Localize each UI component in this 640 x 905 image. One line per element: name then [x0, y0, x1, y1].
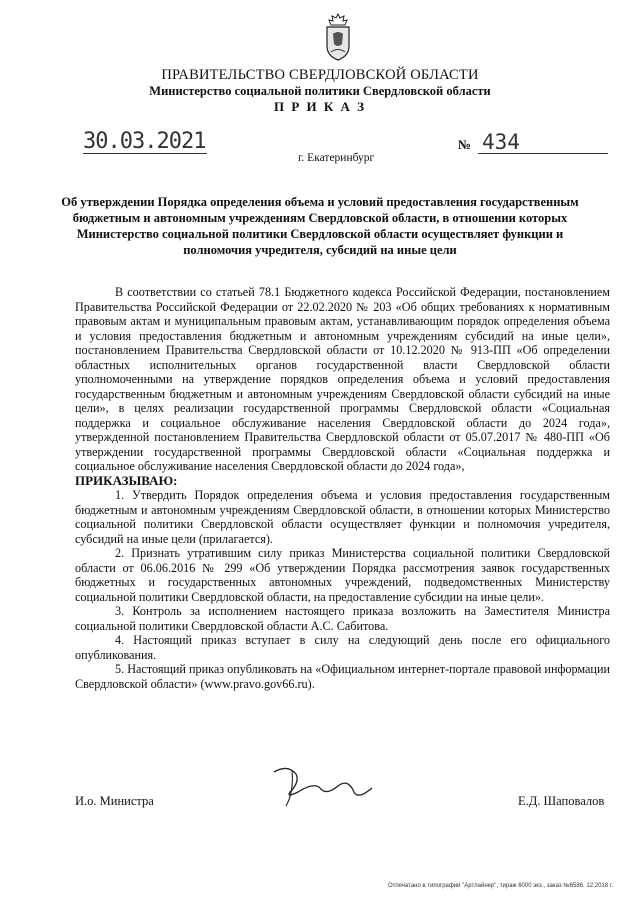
preamble: В соответствии со статьей 78.1 Бюджетного кодекса Российской Федерации, постановлением Правительства Российской Федерации от 22.02.2020 № 203 «Об общих требованиях к нормативным правовым актам и муниципальным правовым актам, устанавливающим порядок определения объема и условия предоставления бюджетным и автономным учреждениям субсидий на иные цели», постановлением Правительства Свердловской области от 10.12.2020 № 913-ПП «Об определении областных исполнительных органов государственной власти Свердловской области уполномоченными на утверждение порядков определения объема и условий предоставления государственным бюджетным и автономным учреждениям Свердловской области субсидий на иные цели», в целях реализации государственной программы Свердловской области «Социальная поддержка и социальное обслуживание населения Свердловской области до 2024 года», утвержденной постановлением Правительства Свердловской области от 05.07.2017 № 480-ПП «Об утверждении государственной программы Свердловской области «Социальная поддержка и социальное обслуживание населения Свердловской области до 2024 года», [75, 285, 610, 473]
order-item-4: 4. Настоящий приказ вступает в силу на следующий день после его официального опубликования. [75, 633, 610, 662]
city: г. Екатеринбург [298, 152, 375, 164]
order-date: 30.03.2021 [83, 129, 206, 154]
order-item-5: 5. Настоящий приказ опубликовать на «Официальном интернет-портале правовой информации Свердловской области» (www.pravo.gov66.ru). [75, 662, 610, 691]
signature-icon [268, 762, 378, 812]
order-number: 434 [478, 131, 608, 154]
order-number-label: № [458, 137, 472, 152]
coat-of-arms-icon [323, 12, 353, 62]
document-type: П Р И К А З [273, 99, 367, 114]
document-body [75, 285, 610, 691]
order-item-3: 3. Контроль за исполнением настоящего приказа возложить на Заместителя Министра социальной политики Свердловской области А.С. Сабитова. [75, 604, 610, 633]
order-item-1: 1. Утвердить Порядок определения объема и условия предоставления государственным бюджетным и автономным учреждениям Свердловской области, в отношении которых Министерство социальной политики Свердловской области осуществляет функции и полномочия учредителя, субсидий на иные цели (прилагается). [75, 488, 610, 546]
order-item-2: 2. Признать утратившим силу приказ Министерства социальной политики Свердловской области от 06.06.2016 № 299 «Об утверждении Порядка рассмотрения заявок государственных бюджетных и государственных автономных учреждений, подведомственных Министерству социальной политики Свердловской области, на предоставление субсидии на иные цели». [75, 546, 610, 604]
government-name: ПРАВИТЕЛЬСТВО СВЕРДЛОВСКОЙ ОБЛАСТИ [161, 67, 479, 83]
document-title: Об утверждении Порядка определения объема и условий предоставления государственным бюджетным и автономным учреждениям Свердловской области, в отношении которых Министерство социальной политики Свердловской области осуществляет функции и полномочия учредителя, субсидий на иные цели [61, 195, 579, 257]
signatory-position: И.о. Министра [75, 794, 154, 808]
print-footer: Отпечатано в типографии "Артлайнер", тираж 6000 экз., заказ №6586. 12.2018 г. [388, 883, 613, 889]
ministry-name: Министерство социальной политики Свердловской области [149, 84, 491, 98]
signatory-name: Е.Д. Шаповалов [518, 794, 605, 808]
order-word: ПРИКАЗЫВАЮ: [75, 472, 178, 488]
